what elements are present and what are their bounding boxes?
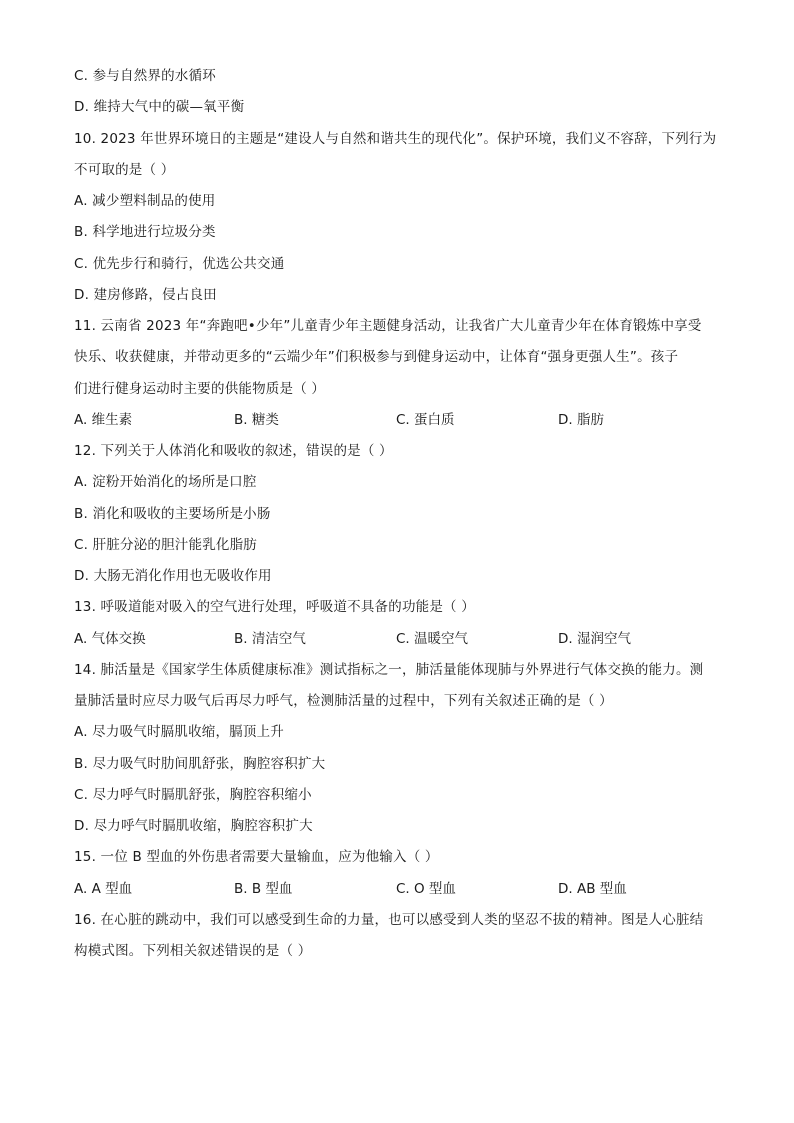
q12-stem: 12. 下列关于人体消化和吸收的叙述，错误的是（ ） — [74, 443, 393, 459]
q9-option-c: C. 参与自然界的水循环 — [74, 68, 216, 84]
q9-option-d: D. 维持大气中的碳—氧平衡 — [74, 99, 245, 115]
q12-option-d: D. 大肠无消化作用也无吸收作用 — [74, 568, 272, 584]
q16-stem-line-1: 16. 在心脏的跳动中，我们可以感受到生命的力量，也可以感受到人类的坚忍不拔的精神。图是人心脏结 — [74, 912, 704, 928]
q10-option-b: B. 科学地进行垃圾分类 — [74, 224, 216, 240]
q15-option-b: B. B 型血 — [234, 881, 293, 897]
q15-option-a: A. A 型血 — [74, 881, 133, 897]
q10-option-c: C. 优先步行和骑行，优选公共交通 — [74, 256, 285, 272]
q13-option-d: D. 湿润空气 — [558, 631, 631, 647]
q13-stem: 13. 呼吸道能对吸入的空气进行处理，呼吸道不具备的功能是（ ） — [74, 599, 475, 615]
q15-option-c: C. O 型血 — [396, 881, 456, 897]
q15-options — [74, 879, 734, 899]
q11-options — [74, 410, 734, 430]
q11-option-a: A. 维生素 — [74, 412, 133, 428]
q11-stem-line-1: 11. 云南省 2023 年“奔跑吧•少年”儿童青少年主题健身活动，让我省广大儿童青少年在体育锻炼中享受 — [74, 318, 702, 334]
q12-option-a: A. 淀粉开始消化的场所是口腔 — [74, 474, 257, 490]
q10-stem-line-1: 10. 2023 年世界环境日的主题是“建设人与自然和谐共生的现代化”。保护环境，我们义不容辞，下列行为 — [74, 131, 717, 147]
q16-stem-line-2: 构模式图。下列相关叙述错误的是（ ） — [74, 943, 312, 959]
q14-option-c: C. 尽力呼气时膈肌舒张，胸腔容积缩小 — [74, 787, 312, 803]
q13-option-a: A. 气体交换 — [74, 631, 146, 647]
q12-option-b: B. 消化和吸收的主要场所是小肠 — [74, 506, 271, 522]
q11-option-c: C. 蛋白质 — [396, 412, 455, 428]
q11-option-d: D. 脂肪 — [558, 412, 604, 428]
q13-option-b: B. 清洁空气 — [234, 631, 306, 647]
q14-option-d: D. 尽力呼气时膈肌收缩，胸腔容积扩大 — [74, 818, 313, 834]
q14-stem-line-1: 14. 肺活量是《国家学生体质健康标准》测试指标之一，肺活量能体现肺与外界进行气体交换的能力。测 — [74, 662, 704, 678]
q11-stem-line-3: 们进行健身运动时主要的供能物质是（ ） — [74, 381, 326, 397]
q11-option-b: B. 糖类 — [234, 412, 279, 428]
q15-stem: 15. 一位 B 型血的外伤患者需要大量输血，应为他输入（ ） — [74, 849, 439, 865]
q13-options — [74, 629, 734, 649]
q10-stem-line-2: 不可取的是（ ） — [74, 162, 175, 178]
q14-option-b: B. 尽力吸气时肋间肌舒张，胸腔容积扩大 — [74, 756, 326, 772]
q13-option-c: C. 温暖空气 — [396, 631, 469, 647]
q10-option-a: A. 减少塑料制品的使用 — [74, 193, 216, 209]
q15-option-d: D. AB 型血 — [558, 881, 627, 897]
q11-stem-line-2: 快乐、收获健康，并带动更多的“云端少年”们积极参与到健身运动中，让体育“强身更强人生”。孩子 — [74, 349, 679, 365]
q14-stem-line-2: 量肺活量时应尽力吸气后再尽力呼气，检测肺活量的过程中，下列有关叙述正确的是（ ） — [74, 693, 613, 709]
q10-option-d: D. 建房修路，侵占良田 — [74, 287, 217, 303]
q12-option-c: C. 肝脏分泌的胆汁能乳化脂肪 — [74, 537, 258, 553]
q14-option-a: A. 尽力吸气时膈肌收缩，膈顶上升 — [74, 724, 284, 740]
